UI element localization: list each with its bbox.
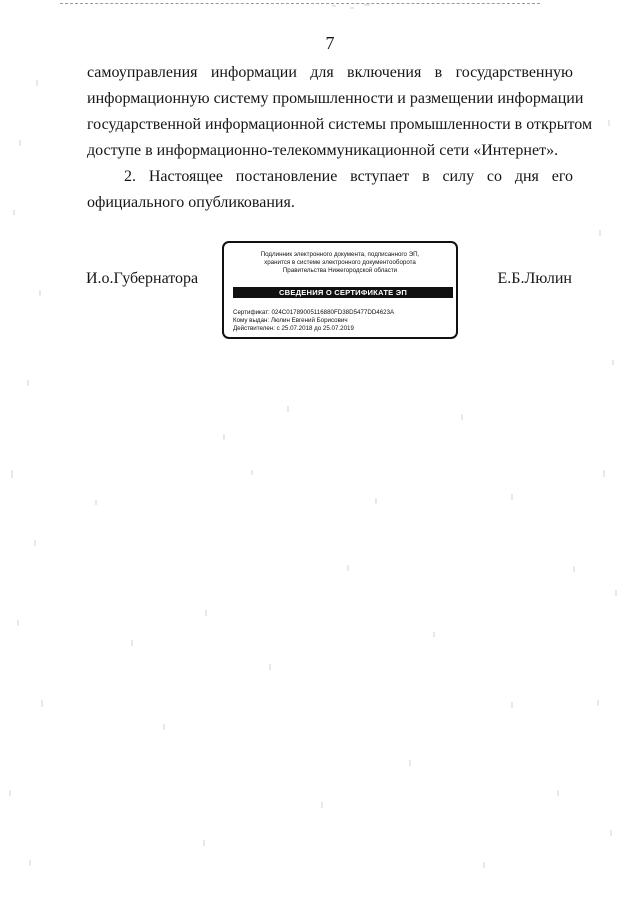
scan-top-edge <box>60 3 540 4</box>
stamp-issued-to: Кому выдан: Люлин Евгений Борисович <box>233 317 348 324</box>
paragraph-1-line-1: самоуправления информации для включения в государственную <box>87 64 573 81</box>
paragraph-2-line-1: 2. Настоящее постановление вступает в силу со дня его <box>124 168 573 185</box>
paragraph-1 <box>87 60 593 164</box>
paragraph-1-line-2: информационную систему промышленности и размещении информации <box>87 90 584 107</box>
paragraph-2 <box>87 164 573 216</box>
stamp-banner: СВЕДЕНИЯ О СЕРТИФИКАТЕ ЭП <box>233 287 453 298</box>
stamp-header-line-1: Подлинник электронного документа, подписанного ЭП, <box>260 251 420 258</box>
stamp-certificate: Сертификат: 024C01789005116880FD38D5477DD4623A <box>233 309 395 316</box>
stamp-header <box>224 251 456 275</box>
e-signature-stamp <box>222 241 458 339</box>
signer-name: Е.Б.Люлин <box>497 270 572 287</box>
stamp-header-line-2: хранится в системе электронного документооборота <box>264 259 416 266</box>
paragraph-1-line-3: государственной информационной системы промышленности в открытом <box>87 116 593 133</box>
stamp-details <box>233 309 394 333</box>
paragraph-1-line-4: доступе в информационно-телекоммуникационной сети «Интернет». <box>87 142 559 159</box>
page-number: 7 <box>325 33 335 53</box>
paragraph-2-line-2: официального опубликования. <box>87 194 295 211</box>
signer-title: И.о.Губернатора <box>86 270 199 287</box>
stamp-validity: Действителен: с 25.07.2018 до 25.07.2019 <box>233 325 354 332</box>
stamp-header-line-3: Правительства Нижегородской области <box>282 267 398 274</box>
